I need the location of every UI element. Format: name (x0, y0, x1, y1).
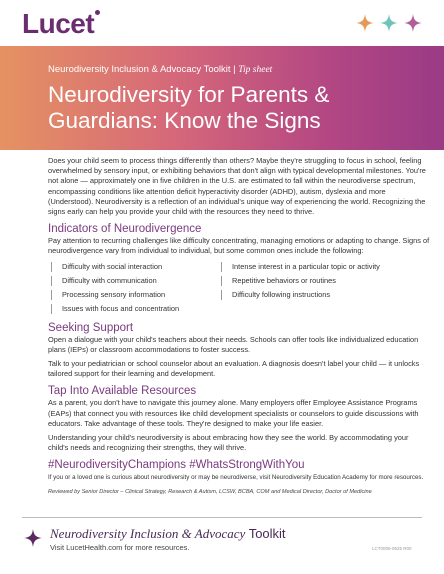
orange-star-icon (356, 14, 374, 32)
indicators-paragraph: Pay attention to recurring challenges like difficulty concentrating, managing emotions or adapting to change. Signs of neurodivergence vary from individual to individual, but some common ones include the following: (48, 236, 430, 256)
list-item: Issues with focus and concentration (48, 302, 218, 316)
indicators-heading: Indicators of Neurodivergence (48, 223, 202, 236)
main-content (48, 156, 430, 496)
magenta-star-icon (404, 14, 422, 32)
logo-accent-dot (95, 10, 100, 15)
list-item: Difficulty with social interaction (48, 260, 218, 274)
list-item: Intense interest in a particular topic or activity (218, 260, 398, 274)
resources-heading: Tap Into Available Resources (48, 385, 197, 398)
teal-star-icon (380, 14, 398, 32)
footer-link-text: Visit LucetHealth.com for more resources. (50, 543, 190, 552)
list-item: Difficulty with communication (48, 274, 218, 288)
lucet-logo: Lucet (22, 8, 95, 39)
subtitle-italic: Tip sheet (238, 65, 273, 75)
intro-paragraph: Does your child seem to process things differently than others? Maybe they're struggling to focus in school, feeling overwhelmed by sensory input, or exhibiting behaviors that don't align with typical developmental milestones. You're not alone — approximately one in five children in the U.S. are estimated to fall within the neurodiverse spectrum, encompassing conditions like attention deficit hyperactivity disorder (ADHD), autism, dyslexia and more (Understood). Neurodiversity is a reflection of an individual's unique way of experiencing the world. Recognizing the signs early can help you provide your child with the resources they need to thrive. (48, 156, 426, 217)
hashtags: #NeurodiversityChampions #WhatsStrongWithYou (48, 459, 305, 472)
footer-title-plain: Toolkit (245, 526, 286, 541)
reviewed-by: Reviewed by Senior Director – Clinical Strategy, Research & Autism, LCSW, BCBA, COM and Medical Director, Doctor of Medicine (48, 489, 372, 496)
list-item: Processing sensory information (48, 288, 218, 302)
subtitle-main: Neurodiversity Inclusion & Advocacy Toolkit | (48, 64, 239, 75)
toolkit-star-icon (24, 529, 42, 547)
page-title: Neurodiversity for Parents & Guardians: Know the Signs (48, 82, 330, 133)
support-paragraph-2: Talk to your pediatrician or school counselor about an evaluation. A diagnosis doesn't label your child — it unlocks tailored support for their learning and development. (48, 359, 420, 379)
footer-divider (22, 517, 422, 518)
footer-title-italic: Neurodiversity Inclusion & Advocacy (50, 526, 246, 541)
document-code: LCT0005-0525 R00 (372, 546, 412, 551)
cta-text: If you or a loved one is curious about neurodiversity or may be neurodiverse, visit Neurodiversity Education Academy for more resources. (48, 474, 424, 482)
resources-paragraph-2: Understanding your child's neurodiversity is about embracing how they see the world. By accommodating your child's needs and recognizing their strengths, they will thrive. (48, 433, 409, 453)
decorative-stars (356, 14, 422, 32)
footer-title (50, 526, 286, 542)
toolkit-subtitle (48, 64, 272, 75)
list-item: Difficulty following instructions (218, 288, 398, 302)
resources-paragraph-1: As a parent, you don't have to navigate this journey alone. Many employers offer Employee Assistance Programs (EAPs) that connect you with resources like child development specialists or counselors to guide discussions with educators. Take advantage of these tools. They're designed to make your life easier. (48, 398, 419, 428)
list-item: Repetitive behaviors or routines (218, 274, 398, 288)
list-spacer (218, 302, 398, 316)
support-paragraph-1: Open a dialogue with your child's teachers about their needs. Schools can offer tools like individualized education plans (IEPs) or classroom accommodations to foster success. (48, 334, 419, 354)
support-heading: Seeking Support (48, 321, 134, 334)
signs-list (48, 260, 430, 316)
